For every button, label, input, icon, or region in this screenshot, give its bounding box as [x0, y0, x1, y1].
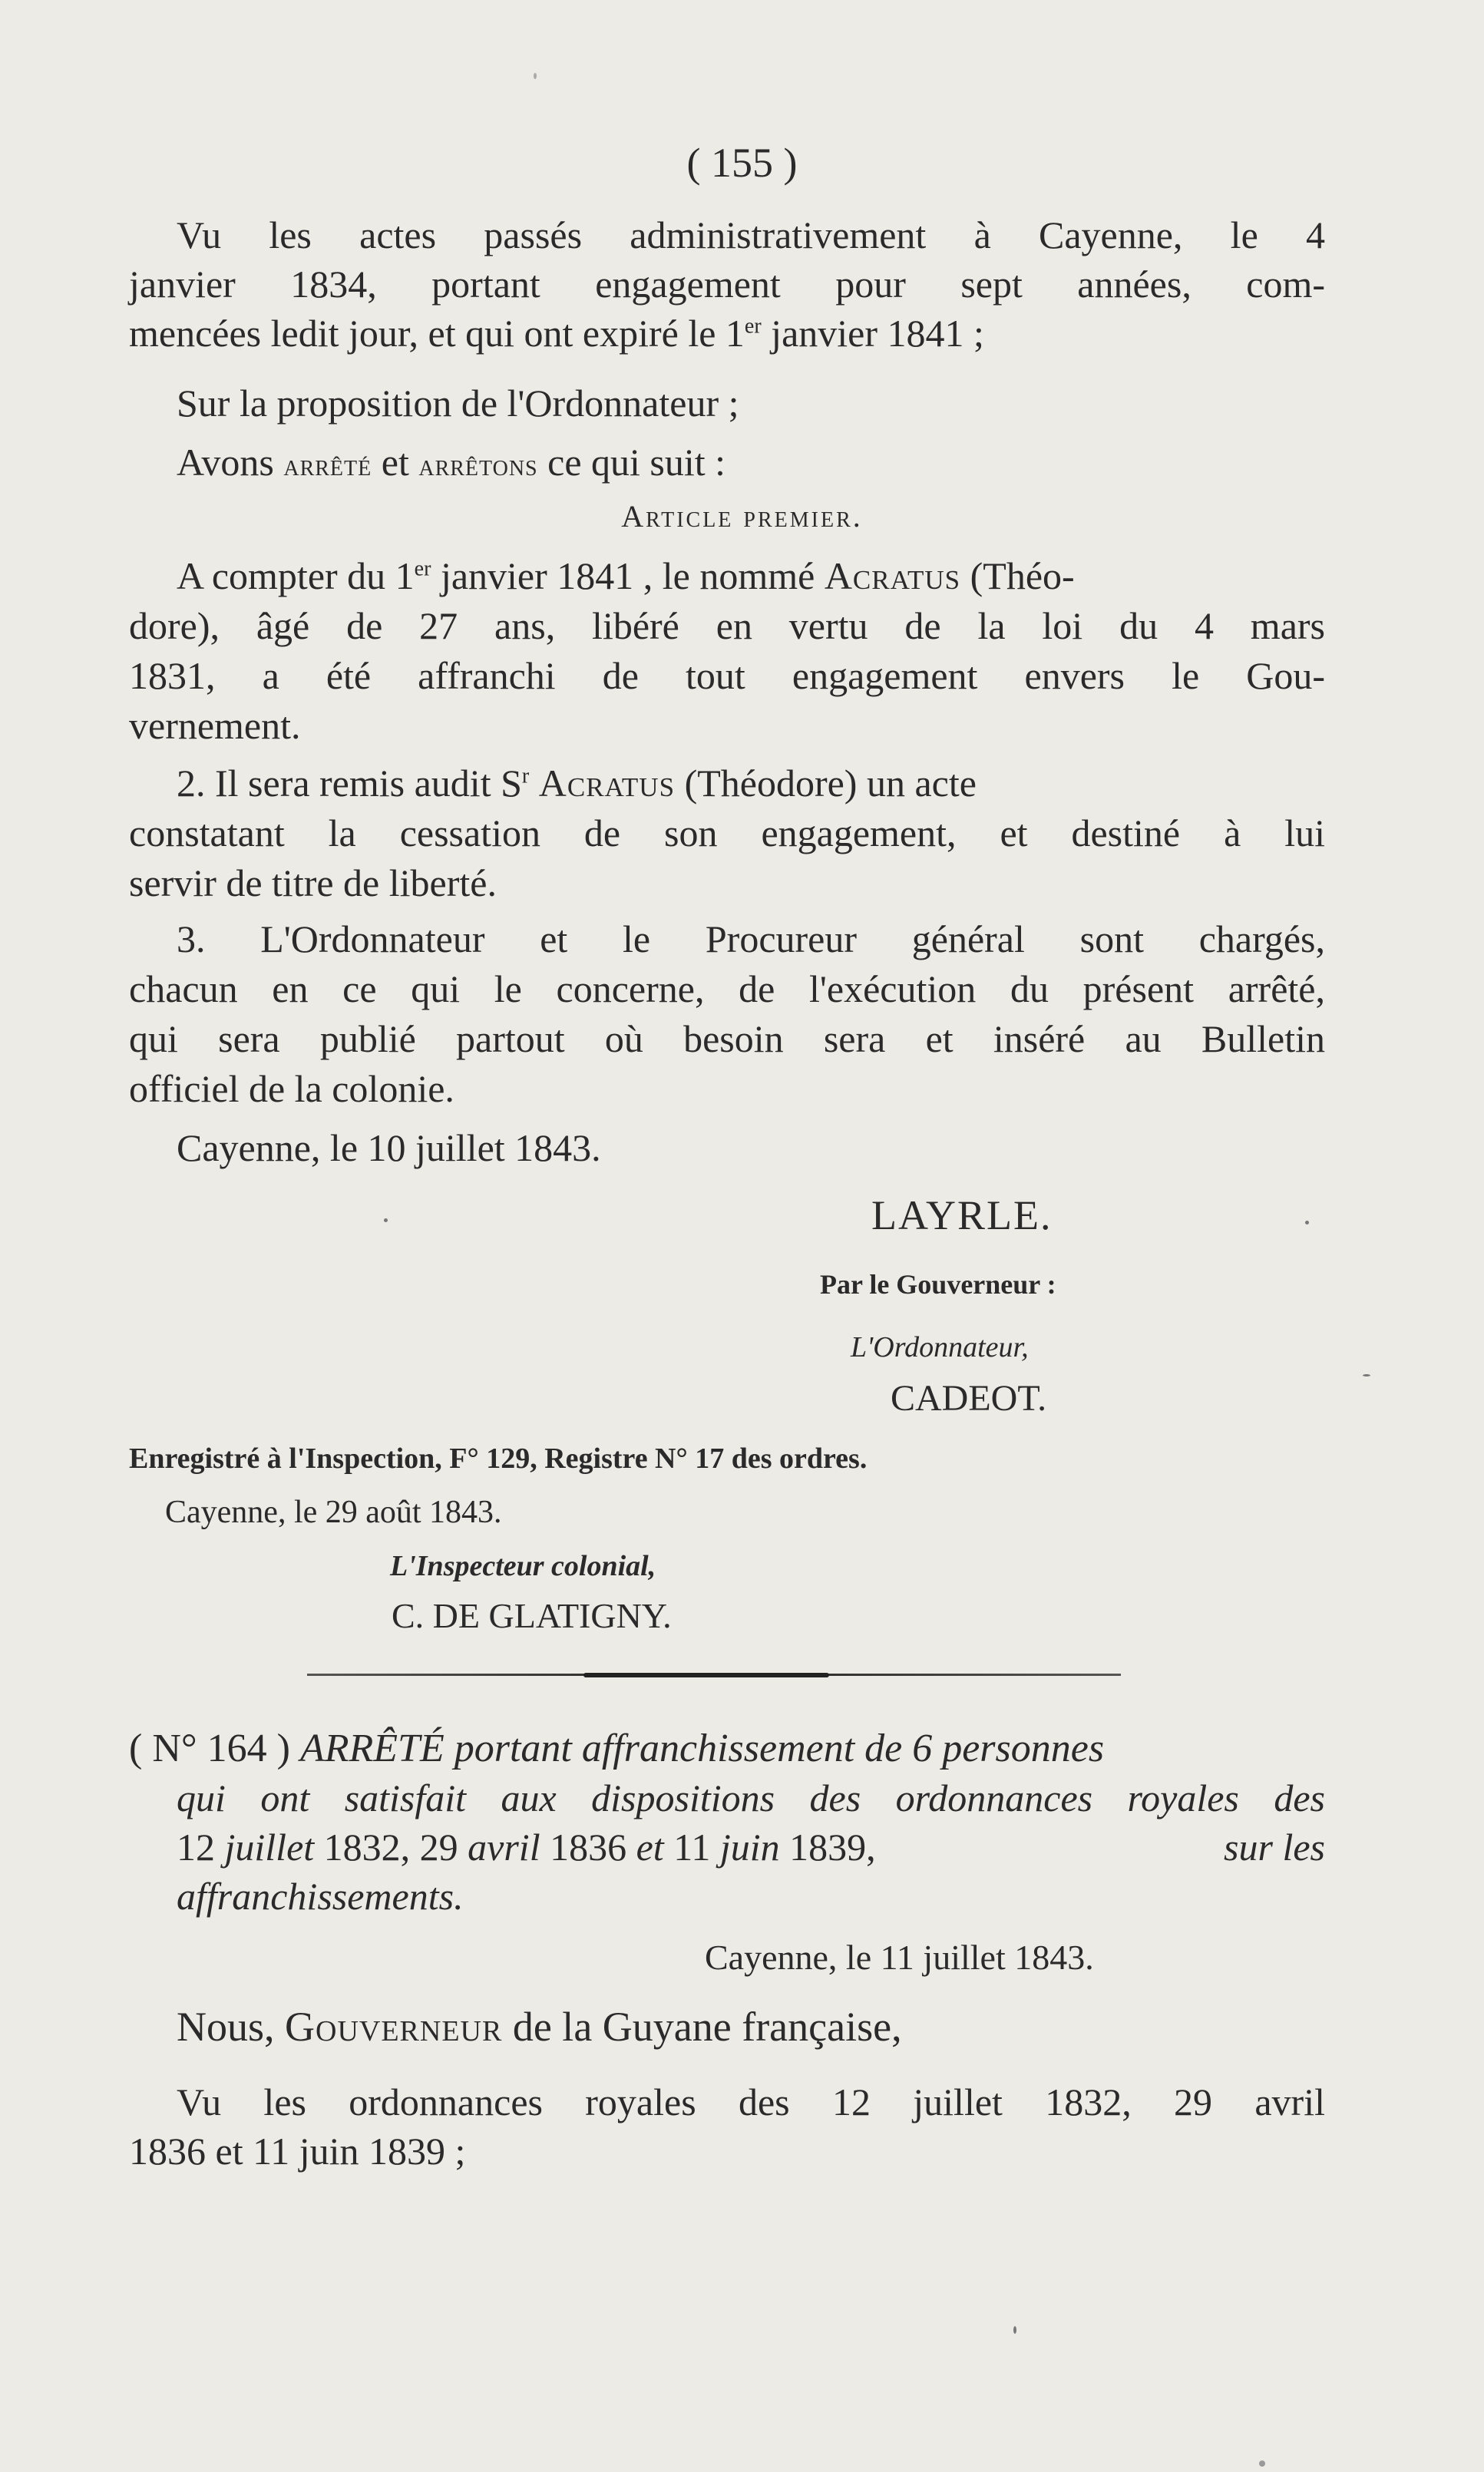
- decree-164-line1: ( N° 164 ) ARRÊTÉ portant affranchissement de 6 personnes: [129, 1727, 1105, 1770]
- para1-line1: Vu les actes passés administrativement à Cayenne, le 4: [177, 213, 1325, 256]
- art1-line2: dore), âgé de 27 ans, libéré en vertu de la loi du 4 mars: [129, 604, 1325, 647]
- paper-speck: [1259, 2460, 1265, 2467]
- art3-line3: qui sera publié partout où besoin sera et inséré au Bulletin: [129, 1017, 1325, 1060]
- ordonnateur-name: CADEOT.: [891, 1378, 1047, 1419]
- signature-governor: LAYRLE.: [871, 1192, 1053, 1238]
- page-number: ( 155 ): [686, 140, 798, 186]
- section-divider-center: [583, 1673, 829, 1677]
- art1-line1: A compter du 1er janvier 1841 , le nommé Acratus (Théo-: [177, 554, 1075, 597]
- art2-line3: servir de titre de liberté.: [129, 861, 497, 904]
- para1-line3: mencées ledit jour, et qui ont expiré le 1er janvier 1841 ;: [129, 312, 984, 355]
- nous-gouverneur-line: Nous, Gouverneur de la Guyane française,: [177, 2004, 902, 2050]
- article-premier-heading: Article premier.: [621, 499, 863, 534]
- ordonnateur-title: L'Ordonnateur,: [851, 1331, 1029, 1363]
- paper-speck: [1013, 2326, 1016, 2334]
- decree-164-line2: qui ont satisfait aux dispositions des ordonnances royales des: [177, 1776, 1325, 1819]
- inspecteur-name: C. DE GLATIGNY.: [392, 1596, 672, 1635]
- paper-speck: [534, 73, 537, 79]
- paper-speck: [1305, 1221, 1309, 1224]
- vu-final-line1: Vu les ordonnances royales des 12 juillet 1832, 29 avril: [177, 2080, 1325, 2123]
- art3-line2: chacun en ce qui le concerne, de l'exécution du présent arrêté,: [129, 967, 1325, 1010]
- vu-final-line2: 1836 et 11 juin 1839 ;: [129, 2130, 466, 2173]
- art3-line1: 3. L'Ordonnateur et le Procureur général sont chargés,: [177, 917, 1325, 960]
- paper-speck: [384, 1218, 388, 1222]
- art1-line3: 1831, a été affranchi de tout engagement envers le Gou-: [129, 654, 1325, 697]
- decree-164-line3: 12 juillet 1832, 29 avril 1836 et 11 juin 1839, sur les: [177, 1826, 1325, 1869]
- para1-line2: janvier 1834, portant engagement pour sept années, com-: [129, 263, 1325, 306]
- art2-line1: 2. Il sera remis audit $S^r$ Acratus (Théodore) un acte: [177, 762, 977, 805]
- enregistre-line: Enregistré à l'Inspection, F° 129, Registre N° 17 des ordres.: [129, 1443, 868, 1475]
- paper-speck: [1363, 1374, 1370, 1376]
- decree-164-line4: affranchissements.: [177, 1875, 464, 1918]
- inspecteur-title: L'Inspecteur colonial,: [390, 1550, 656, 1582]
- art1-line4: vernement.: [129, 704, 301, 747]
- art2-line2: constatant la cessation de son engagement, et destiné à lui: [129, 811, 1325, 854]
- date-line-2: Cayenne, le 29 août 1843.: [165, 1495, 502, 1530]
- date-line-3: Cayenne, le 11 juillet 1843.: [705, 1938, 1094, 1977]
- avons-line: Avons arrêté et arrêtons ce qui suit :: [177, 441, 726, 484]
- par-le-gouverneur: Par le Gouverneur :: [820, 1269, 1056, 1300]
- date-line-1: Cayenne, le 10 juillet 1843.: [177, 1126, 601, 1169]
- art3-line4: officiel de la colonie.: [129, 1067, 454, 1110]
- proposition-line: Sur la proposition de l'Ordonnateur ;: [177, 382, 739, 425]
